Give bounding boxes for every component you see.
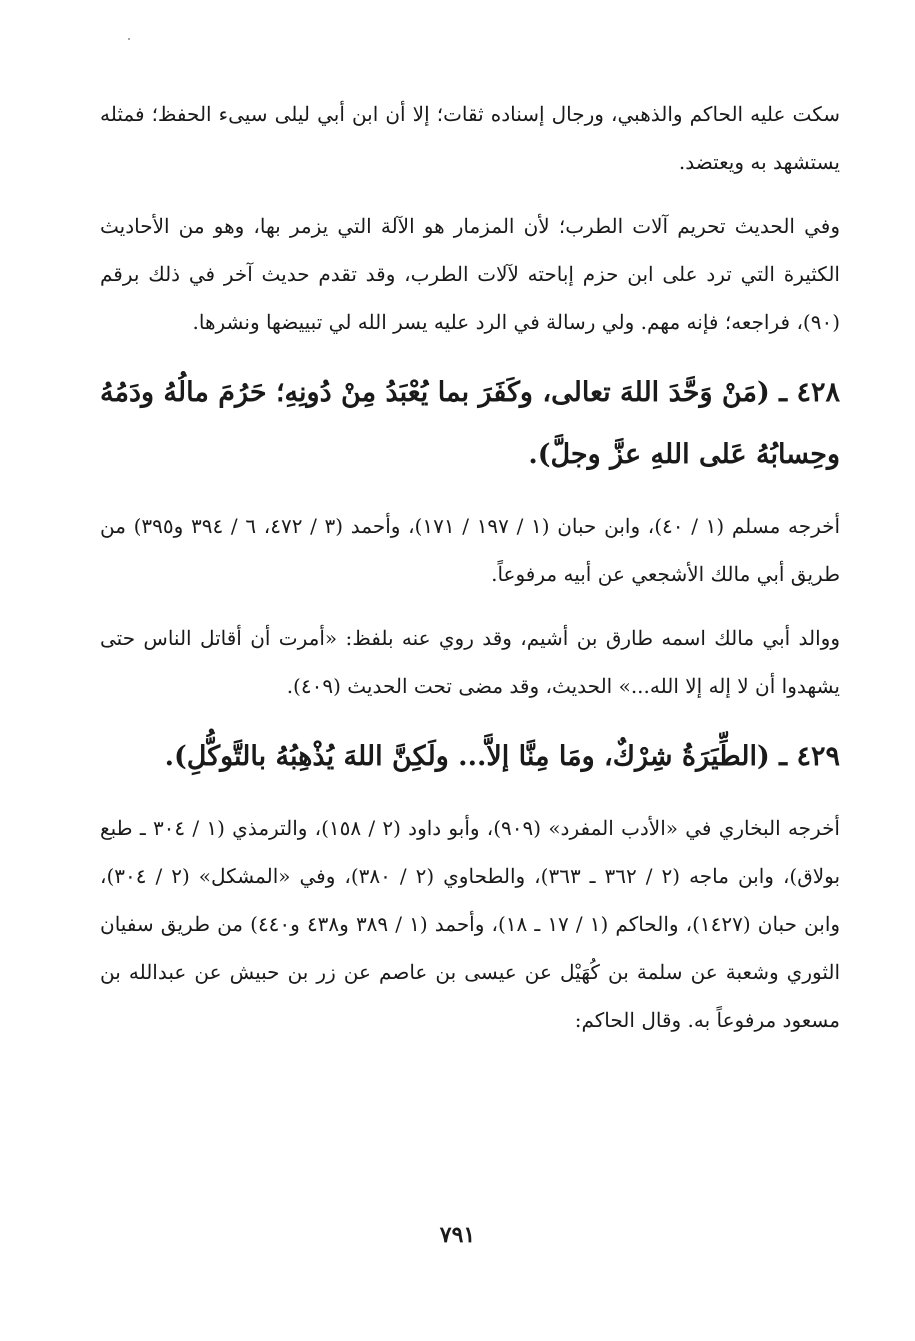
page-number: ٧٩١: [439, 1222, 476, 1248]
scan-speck: [128, 38, 130, 40]
paragraph-commentary-2: وفي الحديث تحريم آلات الطرب؛ لأن المزمار هو الآلة التي يزمر بها، وهو من الأحاديث الكثيرة التي ترد على ابن حزم إباحته لآلات الطرب، وقد تقدم حديث آخر في ذلك برقم (٩٠)، فراجعه؛ فإنه مهم. ولي رسالة في الرد عليه يسر الله لي تبييضها ونشرها.: [100, 214, 840, 334]
hadith-428-takhrij: أخرجه مسلم (١ / ٤٠)، وابن حبان (١ / ١٩٧ / ١٧١)، وأحمد (٣ / ٤٧٢، ٦ / ٣٩٤ و٣٩٥) من طريق أبي مالك الأشجعي عن أبيه مرفوعاً.: [100, 514, 841, 586]
hadith-429-takhrij: أخرجه البخاري في «الأدب المفرد» (٩٠٩)، وأبو داود (٢ / ١٥٨)، والترمذي (١ / ٣٠٤ ـ طبع بولاق)، وابن ماجه (٢ / ٣٦٢ ـ ٣٦٣)، والطحاوي (٢ / ٣٨٠)، وفي «المشكل» (٢ / ٣٠٤)، وابن حبان (١٤٢٧)، والحاكم (١ / ١٧ ـ ١٨)، وأحمد (١ / ٣٨٩ و٤٣٨ و٤٤٠) من طريق سفيان الثوري وشعبة عن سلمة بن كُهَيْل عن عيسى بن عاصم عن زر بن حبيش عن عبدالله بن مسعود مرفوعاً به. وقال الحاكم:: [100, 816, 841, 1032]
page-body: [100, 90, 840, 1060]
paragraph-commentary-1: سكت عليه الحاكم والذهبي، ورجال إسناده ثقات؛ إلا أن ابن أبي ليلى سيىء الحفظ؛ فمثله يستشهد به ويعتضد.: [100, 102, 840, 174]
hadith-429-text: ٤٢٩ ـ (الطِّيَرَةُ شِرْكٌ، ومَا مِنَّا إلاَّ... ولَكِنَّ اللهَ يُذْهِبُهُ بالتَّوكُّلِ).: [164, 741, 840, 772]
hadith-428-text: ٤٢٨ ـ (مَنْ وَحَّدَ اللهَ تعالى، وكَفَرَ بما يُعْبَدُ مِنْ دُونِهِ؛ حَرُمَ مالُهُ ودَمُهُ وحِسابُهُ عَلى اللهِ عزَّ وجلَّ).: [100, 377, 840, 470]
hadith-428-note: ووالد أبي مالك اسمه طارق بن أشيم، وقد روي عنه بلفظ: «أمرت أن أقاتل الناس حتى يشهدوا أن لا إله إلا الله...» الحديث، وقد مضى تحت الحديث (٤٠٩).: [100, 626, 840, 698]
